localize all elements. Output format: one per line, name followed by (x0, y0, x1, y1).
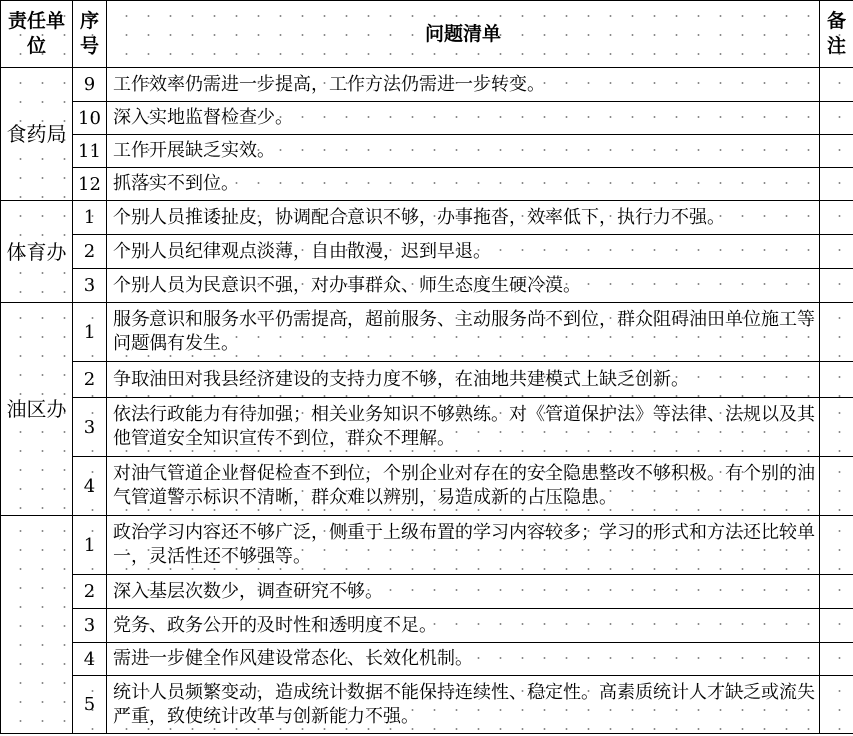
row-number: 1 (73, 303, 107, 362)
issue-text: 对油气管道企业督促检查不到位，个别企业对存在的安全隐患整改不够积极。有个别的油气管道警示标识不清晰，群众难以辨别，易造成新的占压隐患。 (107, 457, 820, 516)
note-cell (820, 168, 853, 201)
issue-text: 个别人员为民意识不强，对办事群众、师生态度生硬冷漠。 (107, 269, 820, 303)
table-row (1, 68, 853, 102)
note-cell (820, 303, 853, 362)
row-number: 5 (73, 676, 107, 734)
table-row (1, 575, 853, 609)
unit-cell-food-drug: 食药局 (1, 68, 73, 201)
table-row (1, 676, 853, 734)
issue-text: 个别人员推诿扯皮，协调配合意识不够，办事拖沓，效率低下，执行力不强。 (107, 201, 820, 235)
note-cell (820, 269, 853, 303)
issue-text: 工作开展缺乏实效。 (107, 135, 820, 168)
table-row (1, 398, 853, 457)
issue-text: 政治学习内容还不够广泛，侧重于上级布置的学习内容较多；学习的形式和方法还比较单一，灵活性还不够强等。 (107, 516, 820, 575)
table-row (1, 201, 853, 235)
row-number: 4 (73, 457, 107, 516)
row-number: 3 (73, 269, 107, 303)
note-cell (820, 676, 853, 734)
table-row (1, 643, 853, 676)
issue-text: 抓落实不到位。 (107, 168, 820, 201)
note-cell (820, 362, 853, 398)
note-cell (820, 516, 853, 575)
note-cell (820, 609, 853, 643)
note-cell (820, 135, 853, 168)
row-number: 3 (73, 609, 107, 643)
header-no: 序号 (73, 1, 107, 68)
header-row (1, 1, 853, 68)
row-number: 4 (73, 643, 107, 676)
row-number: 11 (73, 135, 107, 168)
table-row (1, 457, 853, 516)
row-number: 2 (73, 362, 107, 398)
note-cell (820, 68, 853, 102)
note-cell (820, 235, 853, 269)
row-number: 10 (73, 102, 107, 135)
row-number: 2 (73, 235, 107, 269)
row-number: 1 (73, 516, 107, 575)
issue-text: 深入实地监督检查少。 (107, 102, 820, 135)
note-cell (820, 102, 853, 135)
row-number: 3 (73, 398, 107, 457)
header-issues: 问题清单 (107, 1, 820, 68)
note-cell (820, 398, 853, 457)
issue-text: 依法行政能力有待加强；相关业务知识不够熟练。对《管道保护法》等法律、法规以及其他管道安全知识宣传不到位，群众不理解。 (107, 398, 820, 457)
issue-text: 个别人员纪律观点淡薄，自由散漫，迟到早退。 (107, 235, 820, 269)
note-cell (820, 643, 853, 676)
table-row (1, 303, 853, 362)
table-row (1, 168, 853, 201)
issue-text: 服务意识和服务水平仍需提高，超前服务、主动服务尚不到位，群众阻碍油田单位施工等问题偶有发生。 (107, 303, 820, 362)
row-number: 9 (73, 68, 107, 102)
table-row (1, 609, 853, 643)
header-note: 备注 (820, 1, 853, 68)
table-row (1, 102, 853, 135)
header-unit: 责任单位 (1, 1, 73, 68)
issue-text: 争取油田对我县经济建设的支持力度不够，在油地共建模式上缺乏创新。 (107, 362, 820, 398)
unit-cell-oilfield: 油区办 (1, 303, 73, 516)
table-row (1, 135, 853, 168)
unit-cell-sports: 体育办 (1, 201, 73, 303)
row-number: 12 (73, 168, 107, 201)
note-cell (820, 201, 853, 235)
table-row (1, 235, 853, 269)
issue-text: 需进一步健全作风建设常态化、长效化机制。 (107, 643, 820, 676)
issue-text: 统计人员频繁变动，造成统计数据不能保持连续性、稳定性。高素质统计人才缺乏或流失严重，致使统计改革与创新能力不强。 (107, 676, 820, 734)
note-cell (820, 575, 853, 609)
issue-text: 深入基层次数少，调查研究不够。 (107, 575, 820, 609)
table-row (1, 269, 853, 303)
unit-cell-unnamed (1, 516, 73, 734)
table-row (1, 516, 853, 575)
note-cell (820, 457, 853, 516)
row-number: 2 (73, 575, 107, 609)
issue-text: 工作效率仍需进一步提高，工作方法仍需进一步转变。 (107, 68, 820, 102)
row-number: 1 (73, 201, 107, 235)
table-row (1, 362, 853, 398)
issue-text: 党务、政务公开的及时性和透明度不足。 (107, 609, 820, 643)
